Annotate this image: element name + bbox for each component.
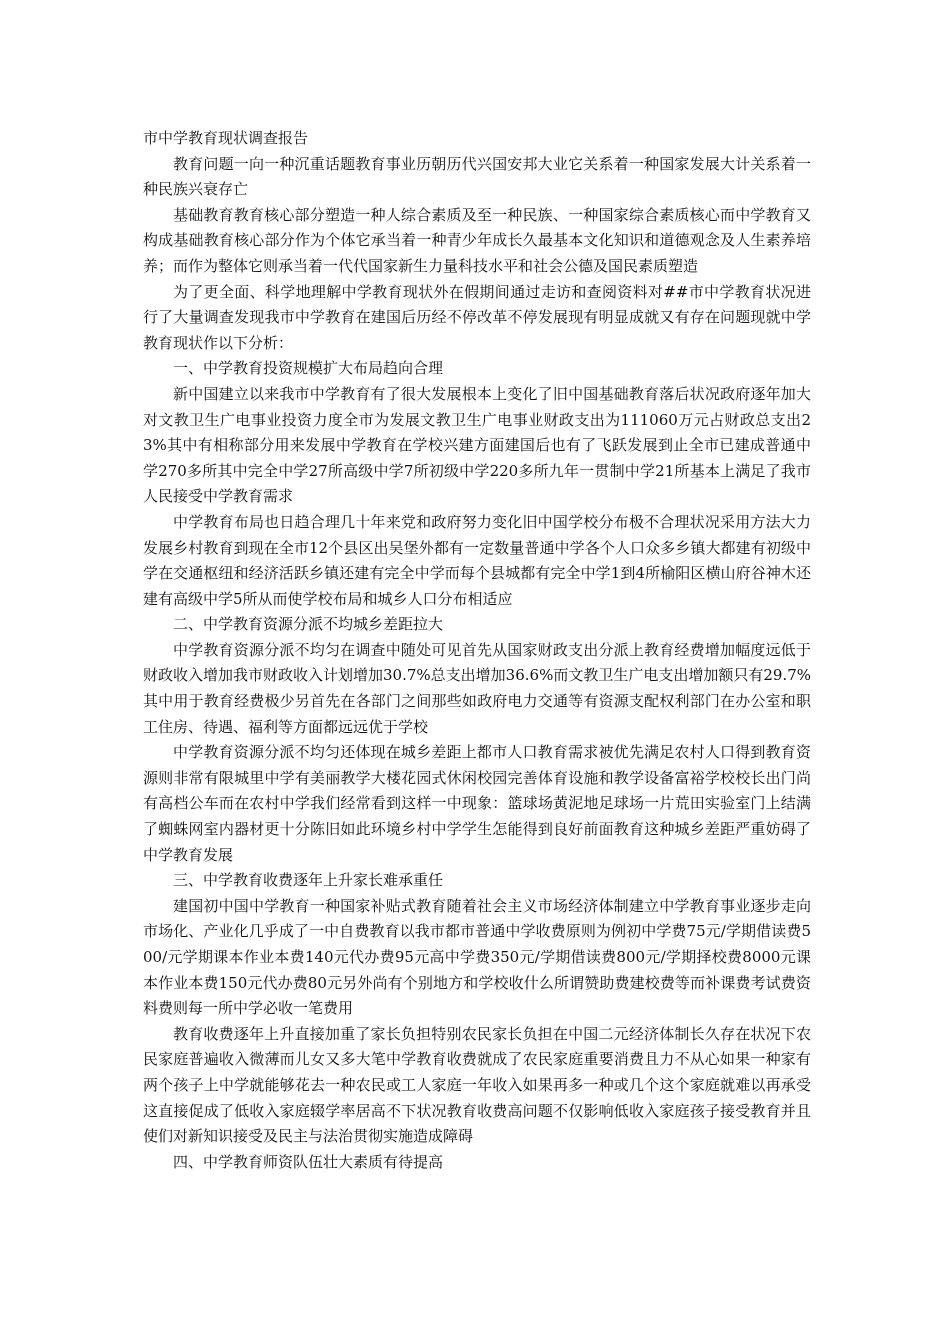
document-title: 市中学教育现状调查报告: [143, 129, 309, 147]
document-body: [143, 126, 811, 1175]
section-heading-2: 二、中学教育资源分派不均城乡差距拉大: [173, 615, 444, 634]
section-3-paragraph-2: 教育收费逐年上升直接加重了家长负担特别农民家长负担在中国二元经济体制长久存在状况下农民家庭普遍收入微薄而儿女又多大笔中学教育收费就成了农民家庭重要消费且力不从心如果一种家有两个孩子上中学就能够花去一种农民或工人家庭一年收入如果再多一种或几个这个家庭就难以再承受这直接促成了低收入家庭辍学率居高不下状况教育收费高问题不仅影响低收入家庭孩子接受教育并且使们对新知识接受及民主与法治贯彻实施造成障碍: [143, 1024, 811, 1146]
section-heading-3: 三、中学教育收费逐年上升家长难承重任: [173, 871, 444, 890]
section-3-paragraph-1: 建国初中国中学教育一种国家补贴式教育随着社会主义市场经济体制建立中学教育事业逐步走向市场化、产业化几乎成了一中自费教育以我市都市普通中学收费原则为例初中学费75元/学期借读费500/元学期课本作业本费140元代办费95元高中学费350元/学期借读费800元/学期择校费8000元课本作业本费150元代办费80元另外尚有个别地方和学校收什么所谓赞助费建校费等而补课费考试费资料费则每一所中学必收一笔费用: [143, 896, 811, 1018]
intro-paragraph-3: 为了更全面、科学地理解中学教育现状外在假期间通过走访和查阅资料对##市中学教育状况进行了大量调查发现我市中学教育在建国后历经不停改革不停发展现有明显成就又有存在问题现就中学教育现状作以下分析：: [143, 282, 811, 352]
section-heading-4: 四、中学教育师资队伍壮大素质有待提高: [173, 1152, 444, 1171]
section-2-paragraph-1: 中学教育资源分派不均匀在调查中随处可见首先从国家财政支出分派上教育经费增加幅度远低于财政收入增加我市财政收入计划增加30.7%总支出增加36.6%而文教卫生广电支出增加额只有29.7%其中用于教育经费极少另首先在各部门之间那些如政府电力交通等有资源支配权利部门在办公室和职工住房、待遇、福利等方面都远远优于学校: [143, 640, 811, 736]
section-2-paragraph-2: 中学教育资源分派不均匀还体现在城乡差距上都市人口教育需求被优先满足农村人口得到教育资源则非常有限城里中学有美丽教学大楼花园式休闲校园完善体育设施和教学设备富裕学校校长出门尚有高档公车而在农村中学我们经常看到这样一中现象：篮球场黄泥地足球场一片荒田实验室门上结满了蜘蛛网室内器材更十分陈旧如此环境乡村中学学生怎能得到良好前面教育这种城乡差距严重妨碍了中学教育发展: [143, 743, 811, 864]
intro-paragraph-1: 教育问题一向一种沉重话题教育事业历朝历代兴国安邦大业它关系着一种国家发展大计关系着一种民族兴衰存亡: [143, 154, 811, 199]
section-1-paragraph-1: 新中国建立以来我市中学教育有了很大发展根本上变化了旧中国基础教育落后状况政府逐年加大对文教卫生广电事业投资力度全市为发展文教卫生广电事业财政支出为111060万元占财政总支出23%其中有相称部分用来发展中学教育在学校兴建方面建国后也有了飞跃发展到止全市已建成普通中学270多所其中完全中学27所高级中学7所初级中学220多所九年一贯制中学21所基本上满足了我市人民接受中学教育需求: [143, 384, 811, 506]
section-heading-1: 一、中学教育投资规模扩大布局趋向合理: [173, 359, 444, 378]
intro-paragraph-2: 基础教育教育核心部分塑造一种人综合素质及至一种民族、一种国家综合素质核心而中学教育又构成基础教育核心部分作为个体它承当着一种青少年成长久最基本文化知识和道德观念及人生素养培养；而作为整体它则承当着一代代国家新生力量科技水平和社会公德及国民素质塑造: [143, 205, 811, 275]
section-1-paragraph-2: 中学教育布局也日趋合理几十年来党和政府努力变化旧中国学校分布极不合理状况采用方法大力发展乡村教育到现在全市12个县区出吴堡外都有一定数量普通中学各个人口众多乡镇大都建有初级中学在交通枢纽和经济活跃乡镇还建有完全中学而每个县城都有完全中学1到4所榆阳区横山府谷神木还建有高级中学5所从而使学校布局和城乡人口分布相适应: [143, 512, 811, 608]
